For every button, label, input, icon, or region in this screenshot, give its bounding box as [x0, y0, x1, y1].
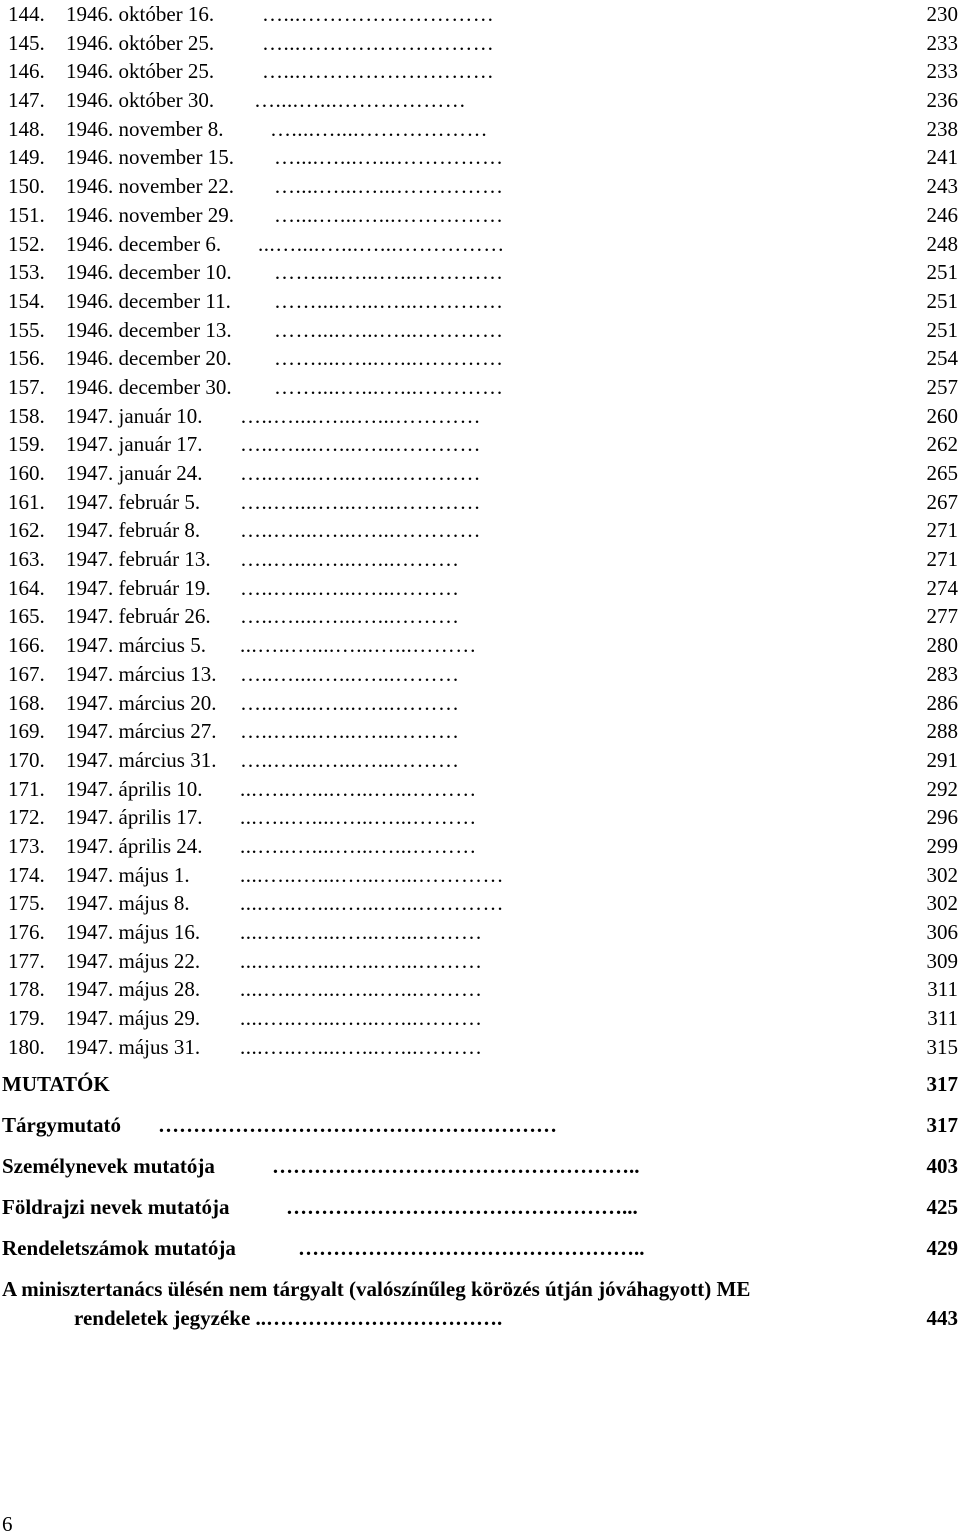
dot-leader: …...……………………… [262, 2, 495, 26]
toc-entry-date: 1947. február 19. [66, 575, 211, 600]
toc-entry-date: 1946. december 30. [66, 374, 232, 399]
dot-leader: ……....…...…...………… [274, 317, 504, 342]
dot-leader: ...…..…....…...…...……… [240, 805, 477, 830]
toc-entry-page: 311 [927, 1006, 958, 1031]
toc-entry-date: 1947. február 5. [66, 489, 201, 514]
toc-entry [0, 143, 960, 172]
toc-entry-page: 246 [926, 202, 958, 227]
toc-entry-number: 159. [8, 432, 45, 457]
toc-entry-number: 176. [8, 920, 45, 944]
toc-entry-number: 172. [8, 805, 45, 830]
toc-entry-date: 1947. április 24. [66, 833, 203, 858]
toc-entry-number: 146. [8, 59, 45, 84]
toc-entry [0, 947, 960, 976]
dot-leader: …..…....…...…...………… [240, 489, 481, 514]
toc-entry-number: 155. [8, 317, 45, 342]
dot-leader: ……....…...…...………… [274, 260, 504, 285]
toc-entry-date: 1947. március 20. [66, 690, 217, 715]
toc-entry-date: 1947. február 13. [66, 547, 211, 572]
toc-entry-page: 292 [926, 776, 958, 801]
toc-entry-number: 160. [8, 461, 45, 485]
toc-entry-date: 1947. január 17. [66, 432, 203, 457]
toc-entry-number: 156. [8, 346, 45, 371]
toc-entry-date: 1947. március 27. [66, 719, 217, 744]
toc-entry-date: 1947. május 29. [66, 1006, 201, 1031]
dot-leader: …..…....…...…...……… [240, 719, 460, 744]
toc-entry [0, 230, 960, 259]
toc-entry [0, 861, 960, 890]
toc-entry [0, 86, 960, 115]
dot-leader: …..…....…...…...………… [240, 518, 481, 543]
toc-entry [0, 889, 960, 918]
toc-entry-number: 179. [8, 1006, 45, 1031]
toc-entry [0, 689, 960, 718]
index-item-page: 425 [926, 1195, 958, 1219]
toc-entry [0, 746, 960, 775]
dot-leader: ....…..…....…...…...……… [240, 920, 483, 944]
toc-entry-page: 299 [926, 833, 958, 858]
toc-entry-page: 254 [926, 346, 958, 371]
toc-entry-date: 1947. április 17. [66, 805, 203, 830]
page-number: 6 [2, 1512, 13, 1536]
toc-entry-date: 1947. március 5. [66, 633, 206, 658]
toc-entry [0, 29, 960, 58]
toc-entry-page: 233 [926, 30, 958, 55]
toc-entry-number: 147. [8, 88, 45, 113]
toc-entry [0, 918, 960, 947]
toc-entry-number: 163. [8, 547, 45, 572]
toc-entry-number: 164. [8, 575, 45, 600]
toc-entry-number: 151. [8, 202, 45, 227]
dot-leader: …………………………………………….. [272, 1154, 640, 1178]
index-item-geographic-names [0, 1191, 960, 1232]
dot-leader: …..…....…...…...……… [240, 547, 460, 572]
toc-entry-page: 277 [926, 604, 958, 629]
toc-entry-number: 149. [8, 145, 45, 170]
toc-entry-date: 1946. október 30. [66, 88, 215, 113]
toc-entry [0, 115, 960, 144]
toc-entry-number: 168. [8, 690, 45, 715]
toc-entry-page: 241 [926, 145, 958, 170]
dot-leader: ……....…...…...………… [274, 288, 504, 313]
toc-entry [0, 660, 960, 689]
toc-entry-date: 1946. december 20. [66, 346, 232, 371]
toc-entry [0, 172, 960, 201]
index-item-decree-list [0, 1273, 960, 1333]
toc-entry-page: 311 [927, 977, 958, 1002]
dot-leader: ..……………………………. [255, 1306, 503, 1330]
index-heading-page: 317 [926, 1072, 958, 1096]
dot-leader: …..…....…...…...………… [240, 432, 481, 457]
toc-entry-number: 178. [8, 977, 45, 1002]
toc-entry-number: 150. [8, 174, 45, 199]
toc-entry [0, 832, 960, 861]
toc-entry [0, 430, 960, 459]
toc-entry [0, 488, 960, 517]
toc-entry-number: 157. [8, 374, 45, 399]
toc-entry-number: 144. [8, 2, 45, 26]
toc-entry-page: 236 [926, 88, 958, 113]
toc-entry-page: 248 [926, 231, 958, 256]
dot-leader: …..…....…...…...……… [240, 661, 460, 686]
dot-leader: ....…..…....…...…...………… [240, 862, 504, 887]
toc-entry-date: 1947. május 31. [66, 1034, 201, 1059]
toc-entry-page: 291 [926, 747, 958, 772]
toc-entry-number: 154. [8, 288, 45, 313]
toc-entry [0, 373, 960, 402]
toc-entry-date: 1946. október 25. [66, 59, 215, 84]
toc-entry [0, 316, 960, 345]
toc-entry-number: 165. [8, 604, 45, 629]
toc-entry-page: 230 [926, 2, 958, 26]
toc-entry [0, 459, 960, 488]
toc-entry-number: 145. [8, 30, 45, 55]
index-heading-row [0, 1068, 960, 1109]
toc-entry [0, 201, 960, 230]
toc-entry [0, 258, 960, 287]
toc-entry-number: 162. [8, 518, 45, 543]
toc-entry-date: 1947. május 28. [66, 977, 201, 1002]
index-item-label: Tárgymutató [2, 1113, 121, 1137]
dot-leader: ...…..…....…...…...……… [240, 833, 477, 858]
toc-entry-date: 1946. november 29. [66, 202, 234, 227]
toc-entry-page: 306 [926, 920, 958, 944]
toc-entry-date: 1947. május 8. [66, 891, 190, 916]
toc-entry-number: 180. [8, 1034, 45, 1059]
dot-leader: …..…....…...…...……… [240, 747, 460, 772]
index-item-label: Rendeletszámok mutatója [2, 1236, 236, 1260]
toc-entry-number: 166. [8, 633, 45, 658]
toc-entry [0, 975, 960, 1004]
toc-entry-number: 167. [8, 661, 45, 686]
index-item-label-line2-text: rendeletek jegyzéke [74, 1306, 251, 1330]
index-item-page: 443 [926, 1306, 958, 1330]
dot-leader: …....…...…...…………… [274, 202, 504, 227]
toc-entry-page: 302 [926, 862, 958, 887]
toc-entry-page: 257 [926, 374, 958, 399]
toc-entry-date: 1946. december 13. [66, 317, 232, 342]
index-item-person-names [0, 1150, 960, 1191]
toc-entry-page: 271 [926, 547, 958, 572]
toc-entry-date: 1946. december 6. [66, 231, 222, 256]
dot-leader: …....…...…...…………… [274, 174, 504, 199]
dot-leader: ....…..…....…...…...……… [240, 1034, 483, 1059]
dot-leader: …..…....…...…...……… [240, 575, 460, 600]
toc-entry-number: 175. [8, 891, 45, 916]
dot-leader: ...…....…...…...…………… [258, 231, 505, 256]
toc-entry [0, 545, 960, 574]
toc-entry-date: 1946. november 22. [66, 174, 234, 199]
toc-entry-page: 251 [926, 288, 958, 313]
toc-entry-number: 148. [8, 116, 45, 141]
toc-entry-date: 1946. október 25. [66, 30, 215, 55]
toc-entry-date: 1946. október 16. [66, 2, 215, 26]
toc-entry-page: 274 [926, 575, 958, 600]
toc-entry-page: 251 [926, 317, 958, 342]
dot-leader: ....…..…....…...…...……… [240, 948, 483, 973]
dot-leader: …..…....…...…...………… [240, 403, 481, 428]
toc-entry-date: 1947. január 24. [66, 461, 203, 485]
toc-entry-page: 267 [926, 489, 958, 514]
toc-entry-date: 1947. február 8. [66, 518, 201, 543]
toc-entry-number: 152. [8, 231, 45, 256]
dot-leader: ……....…...…...………… [274, 374, 504, 399]
toc-entry-date: 1947. január 10. [66, 403, 203, 428]
toc-entry-date: 1947. március 31. [66, 747, 217, 772]
toc-entry [0, 1004, 960, 1033]
toc-entry-number: 171. [8, 776, 45, 801]
dot-leader: ………………………………………….. [298, 1236, 645, 1260]
toc-entry-page: 233 [926, 59, 958, 84]
dot-leader: ....…..…....…...…...………… [240, 891, 504, 916]
toc-entry-page: 309 [926, 948, 958, 973]
toc-entry [0, 717, 960, 746]
toc-entry-date: 1946. december 11. [66, 288, 231, 313]
index-item-label-line1: A minisztertanács ülésén nem tárgyalt (valószínűleg körözés útján jóváhagyott) ME [2, 1277, 751, 1301]
toc-entry [0, 344, 960, 373]
dot-leader: ……....…...…...………… [274, 346, 504, 371]
dot-leader: …....…....……………… [270, 116, 488, 141]
toc-entry-number: 170. [8, 747, 45, 772]
toc-entry-number: 153. [8, 260, 45, 285]
index-item-subject [0, 1109, 960, 1150]
dot-leader: ………………………………………………… [158, 1113, 557, 1137]
toc-entry-date: 1947. március 13. [66, 661, 217, 686]
index-section [0, 1068, 960, 1333]
toc-entry-number: 174. [8, 862, 45, 887]
toc-entry-date: 1947. február 26. [66, 604, 211, 629]
index-item-label: Földrajzi nevek mutatója [2, 1195, 230, 1219]
toc-entry [0, 1033, 960, 1062]
toc-entry-date: 1946. november 15. [66, 145, 234, 170]
toc-entry-page: 288 [926, 719, 958, 744]
dot-leader: ...…..…....…...…...……… [240, 633, 477, 658]
index-item-page: 429 [926, 1236, 958, 1260]
toc-entry-page: 283 [926, 661, 958, 686]
toc-entry-page: 251 [926, 260, 958, 285]
index-item-page: 317 [926, 1113, 958, 1137]
toc-entry [0, 803, 960, 832]
index-item-page: 403 [926, 1154, 958, 1178]
toc-entry-page: 302 [926, 891, 958, 916]
toc-entry-page: 260 [926, 403, 958, 428]
dot-leader: ....…..…....…...…...……… [240, 977, 483, 1002]
toc-entry-page: 262 [926, 432, 958, 457]
dot-leader: …...……………………… [262, 59, 495, 84]
toc-entry-date: 1947. május 16. [66, 920, 201, 944]
toc-entry [0, 574, 960, 603]
toc-entry-page: 265 [926, 461, 958, 485]
toc-entry-page: 243 [926, 174, 958, 199]
toc-entry-page: 296 [926, 805, 958, 830]
dot-leader: ....…..…....…...…...……… [240, 1006, 483, 1031]
toc-entry-page: 238 [926, 116, 958, 141]
dot-leader: …....…...…...…………… [274, 145, 504, 170]
dot-leader: …...……………………… [262, 30, 495, 55]
dot-leader: …..…....…...…...……… [240, 690, 460, 715]
toc-entry-page: 286 [926, 690, 958, 715]
toc-entry-page: 315 [926, 1034, 958, 1059]
toc-entry-date: 1946. november 8. [66, 116, 224, 141]
toc-entry-number: 173. [8, 833, 45, 858]
index-item-label-line2 [74, 1304, 502, 1333]
toc-entry-page: 280 [926, 633, 958, 658]
dot-leader: …………………………………………... [286, 1195, 638, 1219]
index-item-decree-numbers [0, 1232, 960, 1273]
toc-entry-page: 271 [926, 518, 958, 543]
toc-entry [0, 0, 960, 29]
toc-entry [0, 287, 960, 316]
toc-entry [0, 602, 960, 631]
toc-entry-date: 1947. május 22. [66, 948, 201, 973]
toc-entry-date: 1946. december 10. [66, 260, 232, 285]
toc-entry-number: 158. [8, 403, 45, 428]
toc-entry-number: 177. [8, 948, 45, 973]
toc-entry [0, 516, 960, 545]
toc-entry-number: 161. [8, 489, 45, 514]
toc-entry [0, 402, 960, 431]
dot-leader: …..…....…...…...………… [240, 461, 481, 485]
dot-leader: …....…...……………… [254, 88, 467, 113]
toc-entry-date: 1947. május 1. [66, 862, 190, 887]
index-item-label: Személynevek mutatója [2, 1154, 215, 1178]
index-heading: MUTATÓK [2, 1072, 110, 1096]
toc-entry [0, 57, 960, 86]
toc-entry [0, 631, 960, 660]
toc-entry [0, 775, 960, 804]
toc-entry-date: 1947. április 10. [66, 776, 203, 801]
toc-entry-number: 169. [8, 719, 45, 744]
dot-leader: …..…....…...…...……… [240, 604, 460, 629]
dot-leader: ...…..…....…...…...……… [240, 776, 477, 801]
